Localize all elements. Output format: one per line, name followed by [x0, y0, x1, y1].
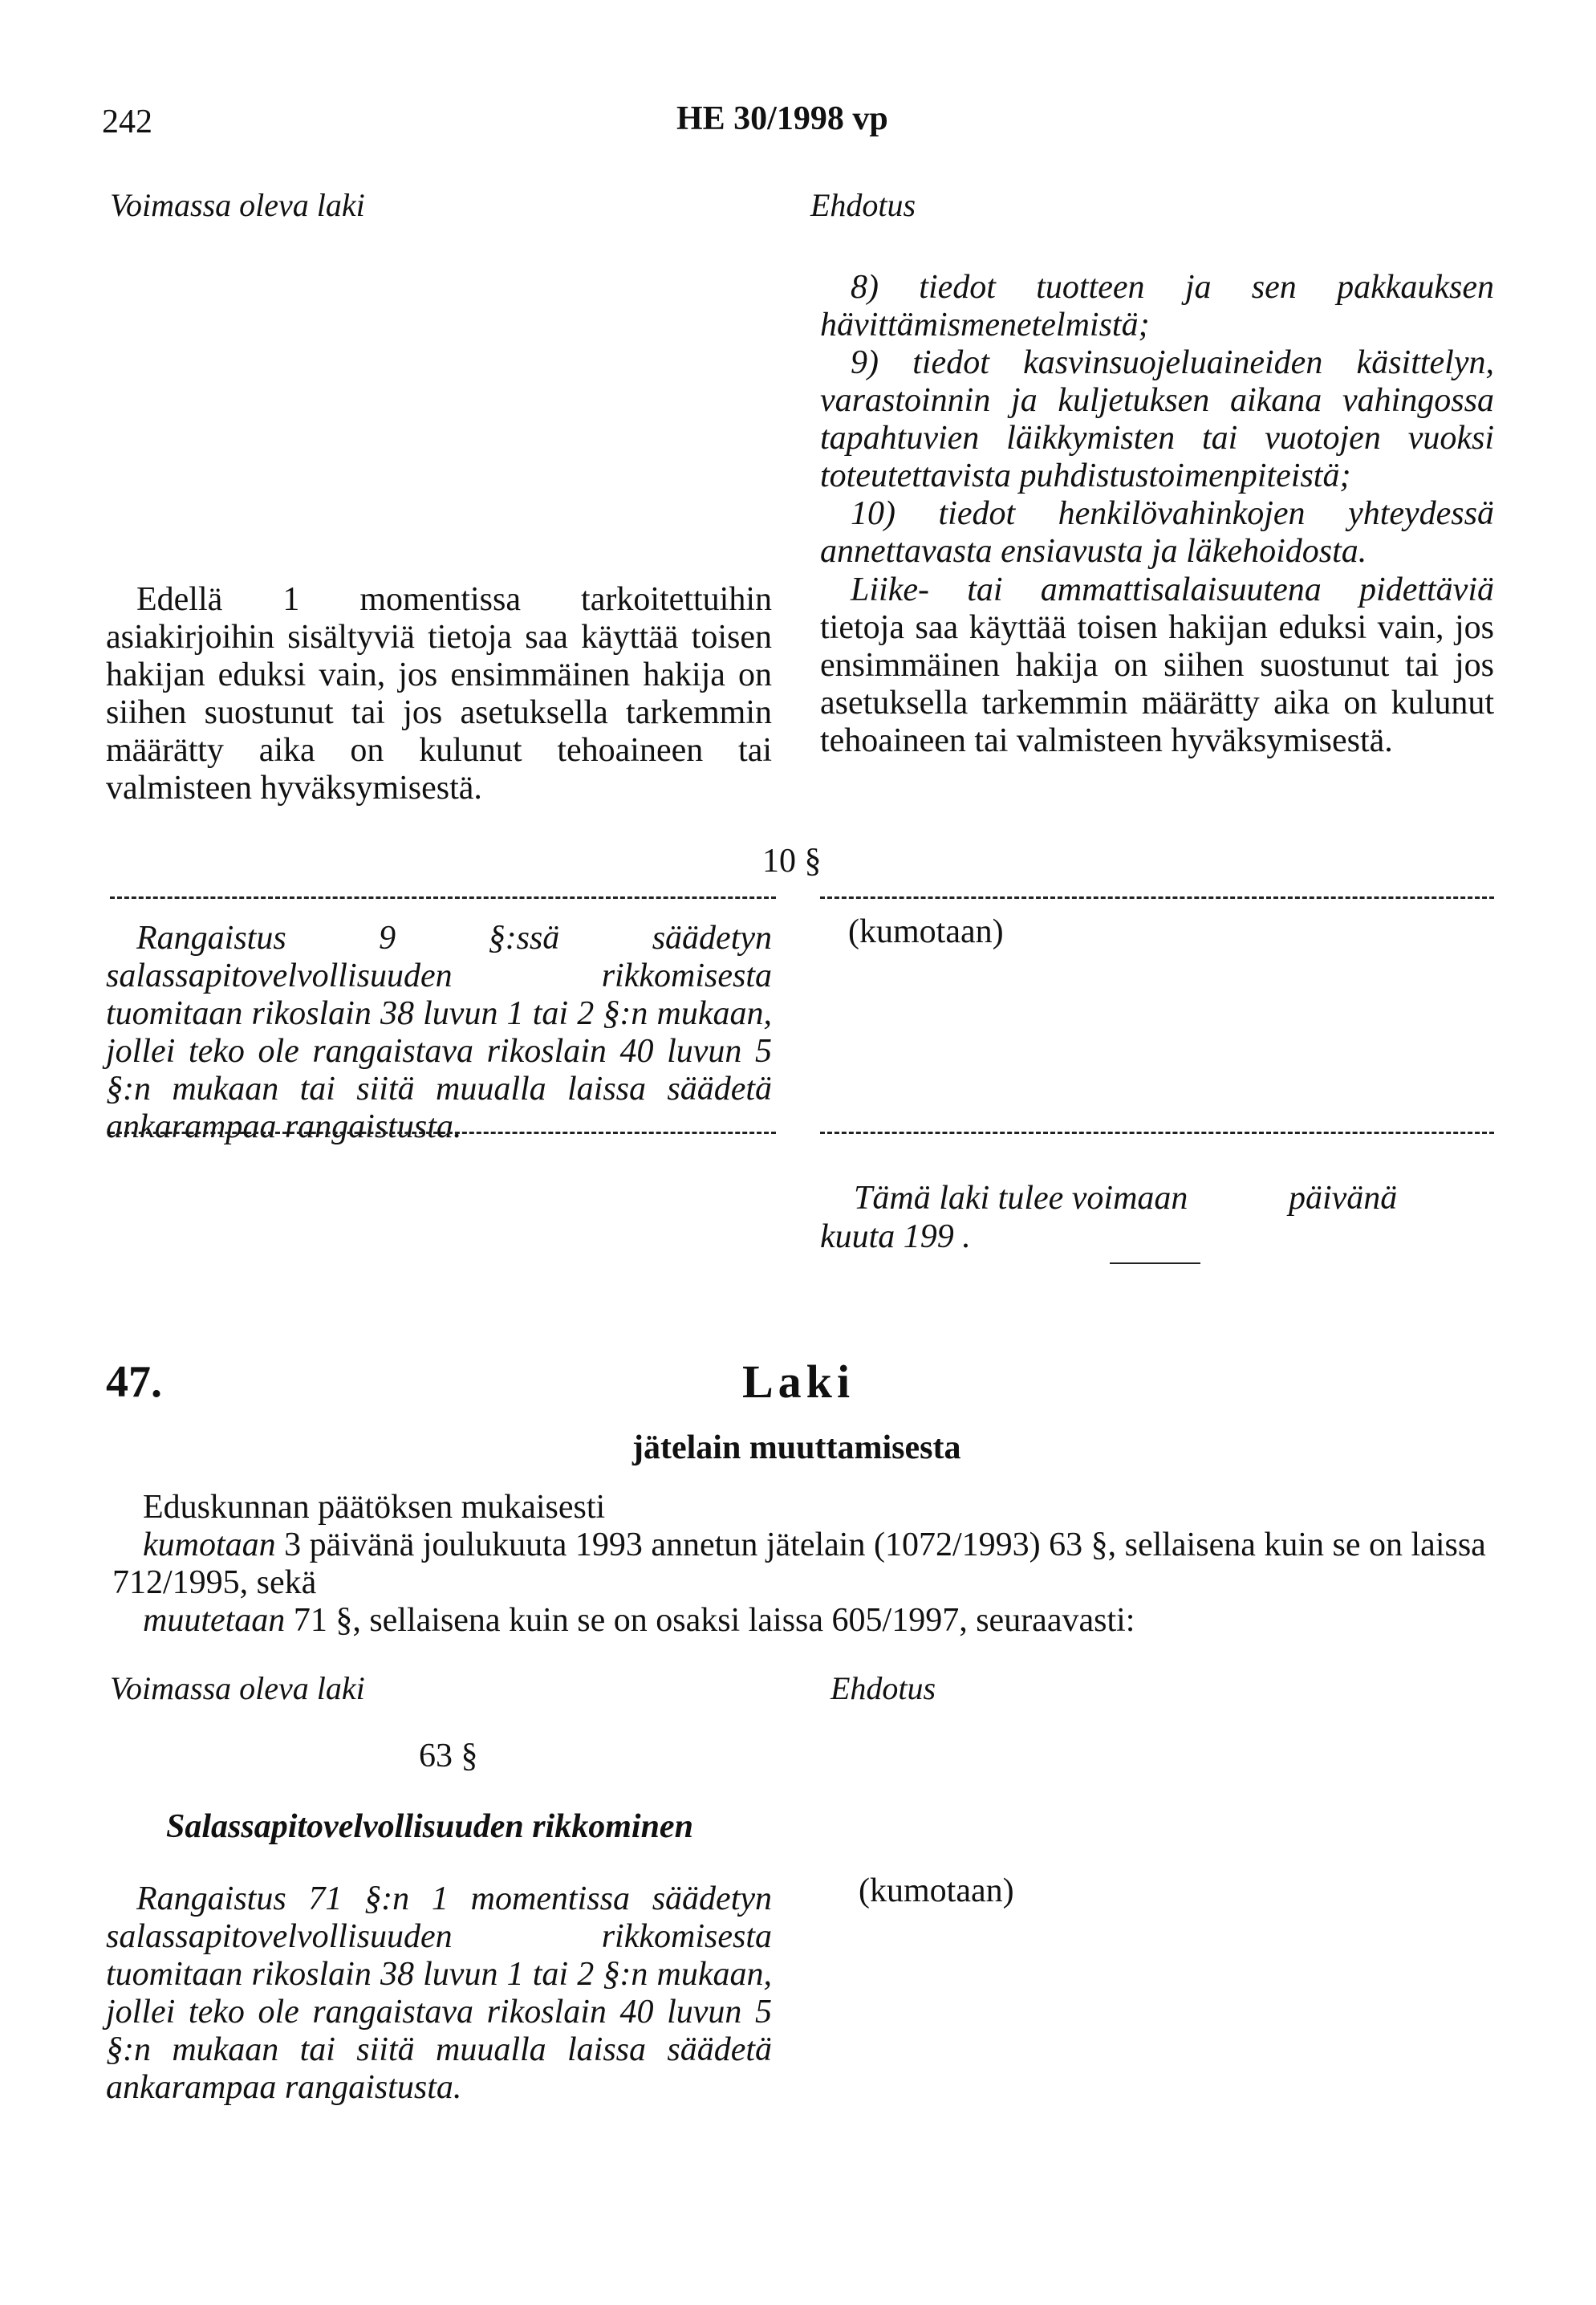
section-subheading: Salassapitovelvollisuuden rikkominen	[166, 1808, 693, 1845]
dashed-separator	[820, 896, 1494, 899]
law-number: 47.	[106, 1357, 162, 1407]
dashed-separator	[820, 1132, 1494, 1134]
effect-clause-start: Tämä laki tulee voimaan	[854, 1180, 1188, 1217]
dashed-separator	[110, 1132, 776, 1134]
section-heading-63: 63 §	[419, 1738, 478, 1774]
repeal-label: kumotaan	[143, 1527, 276, 1563]
repeal-text: 3 päivänä joulukuuta 1993 annetun jätelain (1072/1993) 63 §, sellaisena kuin se on laissa 712/1995, sekä	[112, 1527, 1486, 1601]
dashed-separator	[110, 896, 776, 899]
column-heading-proposal: Ehdotus	[810, 187, 916, 223]
document-id: HE 30/1998 vp	[676, 100, 888, 137]
proposal-paragraph-text: tietoja saa käyttää toisen hakijan eduksi vain, jos ensimmäinen hakija on siihen suostunut tai jos asetuksella tarkemmin määrätty aika on kulunut tehoaineen tai valmisteen hyväksymisestä.	[820, 609, 1494, 759]
current-law-paragraph: Edellä 1 momentissa tarkoitettuihin asiakirjoihin sisältyviä tietoja saa käyttää toisen hakijan eduksi vain, jos ensimmäinen hakija on siihen suostunut tai jos asetuksella tarkemmin määrätty aika on kulunut tehoaineen tai valmisteen hyväksymisestä.	[106, 581, 772, 807]
effect-clause-date: päivänä	[1289, 1180, 1398, 1217]
law-title: Laki	[742, 1356, 855, 1408]
effect-clause-end: kuuta 199 .	[820, 1218, 971, 1255]
proposal-item-10: 10) tiedot henkilövahinkojen yhteydessä annettavasta ensiavusta ja läkehoidosta.	[820, 495, 1494, 570]
amend-label: muutetaan	[143, 1602, 286, 1639]
amend-text: 71 §, sellaisena kuin se on osaksi laissa 605/1997, seuraavasti:	[285, 1602, 1135, 1639]
section10-proposal-text: (kumotaan)	[848, 913, 1004, 950]
column-heading-proposal-2: Ehdotus	[830, 1670, 936, 1706]
law-repeal-clause	[112, 1527, 1492, 1602]
proposal-paragraph-italic: Liike- tai ammattisalaisuutena pidettäviä	[851, 571, 1494, 608]
page-number: 242	[102, 104, 152, 140]
law-subtitle: jätelain muuttamisesta	[632, 1429, 961, 1466]
section63-proposal-text: (kumotaan)	[859, 1872, 1014, 1909]
proposal-item-8: 8) tiedot tuotteen ja sen pakkauksen hävittämismenetelmistä;	[820, 269, 1494, 344]
section63-current-law-text: Rangaistus 71 §:n 1 momentissa säädetyn salassapitovelvollisuuden rikkomisesta tuomitaan rikoslain 38 luvun 1 tai 2 §:n mukaan, jollei teko ole rangaistava rikoslain 40 luvun 5 §:n mukaan tai siitä muualla laissa säädetä ankarampaa rangaistusta.	[106, 1880, 772, 2106]
column-heading-current-law-2: Voimassa oleva laki	[110, 1670, 365, 1706]
section-heading-10: 10 §	[762, 843, 822, 880]
proposal-item-9: 9) tiedot kasvinsuojeluaineiden käsittelyn, varastoinnin ja kuljetuksen aikana vahingossa tapahtuvien läikkymisten tai vuotojen vuoksi toteutettavista puhdistustoimenpiteistä;	[820, 344, 1494, 494]
column-heading-current-law: Voimassa oleva laki	[110, 187, 365, 223]
section10-current-law-text: Rangaistus 9 §:ssä säädetyn salassapitovelvollisuuden rikkomisesta tuomitaan rikoslain 38 luvun 1 tai 2 §:n mukaan, jollei teko ole rangaistava rikoslain 40 luvun 5 §:n mukaan tai siitä muualla laissa säädetä ankarampaa rangaistusta.	[106, 920, 772, 1145]
law-intro: Eduskunnan päätöksen mukaisesti	[143, 1489, 606, 1526]
proposal-paragraph	[820, 571, 1494, 760]
signature-line	[1110, 1262, 1200, 1264]
law-amend-clause	[143, 1602, 1135, 1640]
proposal-items	[820, 269, 1494, 571]
